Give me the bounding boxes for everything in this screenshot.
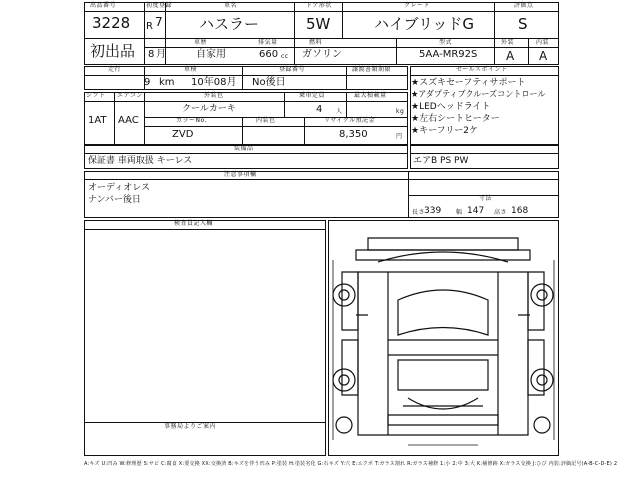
color-no-label: カラーNo.	[176, 117, 207, 124]
recycle-unit: 円	[396, 133, 403, 140]
inspection-label: 車歴	[194, 39, 208, 46]
first-listing-badge: 初出品	[90, 42, 136, 60]
doors-label: ドア形状	[306, 2, 332, 9]
width-label: 幅	[456, 209, 463, 216]
color: クールカーキ	[182, 104, 236, 114]
sales-points-label: セールスポイント	[456, 66, 508, 73]
doc-label: 譲渡書類期限	[352, 66, 392, 73]
fuel-label: 燃料	[309, 39, 323, 46]
height: 168	[511, 206, 529, 216]
shift-label: シフト	[86, 92, 106, 99]
usage: 自家用	[196, 49, 226, 60]
grade: ハイブリッドG	[374, 15, 474, 33]
exterior-label: 外装	[501, 39, 515, 46]
aircon-label: エアコン	[117, 92, 143, 99]
sales-point-5: ★キーフリー2ケ	[411, 126, 478, 136]
capacity: 4	[316, 104, 323, 115]
shift: 1AT	[88, 115, 107, 126]
interior-grade: A	[539, 49, 548, 63]
height-label: 高さ	[494, 209, 508, 216]
inspector-label: 検査員記入欄	[174, 220, 214, 227]
month-unit: 月	[156, 49, 166, 60]
load-unit: kg	[396, 108, 405, 115]
shaken-label: 車検	[184, 66, 198, 73]
mileage: 9	[144, 77, 151, 88]
recycle-amount: 8,350	[339, 129, 368, 140]
first-reg-month: 8	[148, 49, 155, 60]
dims-label: 寸法	[479, 195, 493, 202]
reg-no: No後日	[252, 77, 286, 88]
car-name: ハスラー	[199, 15, 260, 33]
sales-point-1: ★スズキセーフティサポート	[411, 78, 526, 88]
car-damage-diagram	[328, 220, 559, 456]
options-value: エアB PS PW	[413, 156, 469, 166]
lot-label: 出品番号	[90, 2, 117, 9]
mileage-unit: km	[159, 77, 175, 88]
note-line-1: オーディオレス	[88, 183, 151, 193]
capacity-label: 乗車定員	[299, 92, 326, 99]
sales-point-4: ★左右シートヒーター	[411, 114, 500, 124]
remarks-label: 事務局よりご案内	[164, 423, 217, 430]
load-label: 最大積載量	[354, 92, 387, 99]
model-code: 5AA-MR92S	[419, 49, 478, 60]
interior-color-label: 内装色	[256, 117, 276, 124]
fuel: ガソリン	[302, 49, 342, 60]
displacement-label: 排気量	[258, 39, 278, 46]
legend-footer: A:キズ U:凹み W:修理歴 S:サビ C:腐食 X:要交換 XX:交換済 B:キズを伴う凹み P:塗装 H:塗装劣化 G:石キズ Y:穴 E:エクボ T:ガラス割れ R:ガラス補修 1:小 2:中 3:大 K:補修跡 X:ガラス交換 J:ひび 内装:評価記号(A-B-C-D-E) 2	[84, 461, 618, 467]
color-label: 外装色	[204, 92, 224, 99]
rating-label: 評価点	[514, 2, 534, 9]
model-label: 型式	[439, 39, 453, 46]
length: 339	[424, 206, 442, 216]
recycle-label: リサイクル預託金	[324, 117, 376, 124]
shaken: 10年08月	[191, 77, 237, 88]
mileage-label: 走行	[108, 66, 122, 73]
color-no: ZVD	[172, 129, 194, 140]
auction-sheet	[84, 0, 618, 480]
first-reg-year: 7	[155, 15, 163, 29]
lot-number: 3228	[92, 14, 131, 32]
capacity-unit: 人	[336, 108, 343, 115]
length-label: 長さ	[412, 209, 426, 216]
note-line-2: ナンバー後日	[88, 195, 141, 205]
sales-point-2: ★アダプティブクルーズコントロール	[411, 90, 546, 100]
grade-label: グレード	[404, 2, 431, 9]
exterior-grade: A	[506, 49, 515, 63]
first-reg-era: R	[146, 21, 153, 32]
displacement: 660	[259, 49, 279, 60]
width: 147	[467, 206, 485, 216]
inspector-box	[84, 220, 326, 456]
equipment-label: 装備品	[234, 145, 254, 152]
sales-point-3: ★LEDヘッドライト	[411, 102, 491, 112]
equipment-value: 保証書 車両取扱 キーレス	[88, 156, 193, 166]
reg-no-label: 登録番号	[279, 66, 306, 73]
interior-label: 内装	[536, 39, 550, 46]
car-name-label: 車名	[224, 2, 238, 9]
notes-label: 注意事項欄	[224, 171, 257, 178]
rating: S	[518, 15, 528, 33]
displacement-unit: cc	[281, 53, 289, 60]
first-reg-label: 初度登録	[146, 2, 173, 9]
doors: 5W	[306, 15, 331, 33]
aircon: AAC	[118, 115, 139, 126]
